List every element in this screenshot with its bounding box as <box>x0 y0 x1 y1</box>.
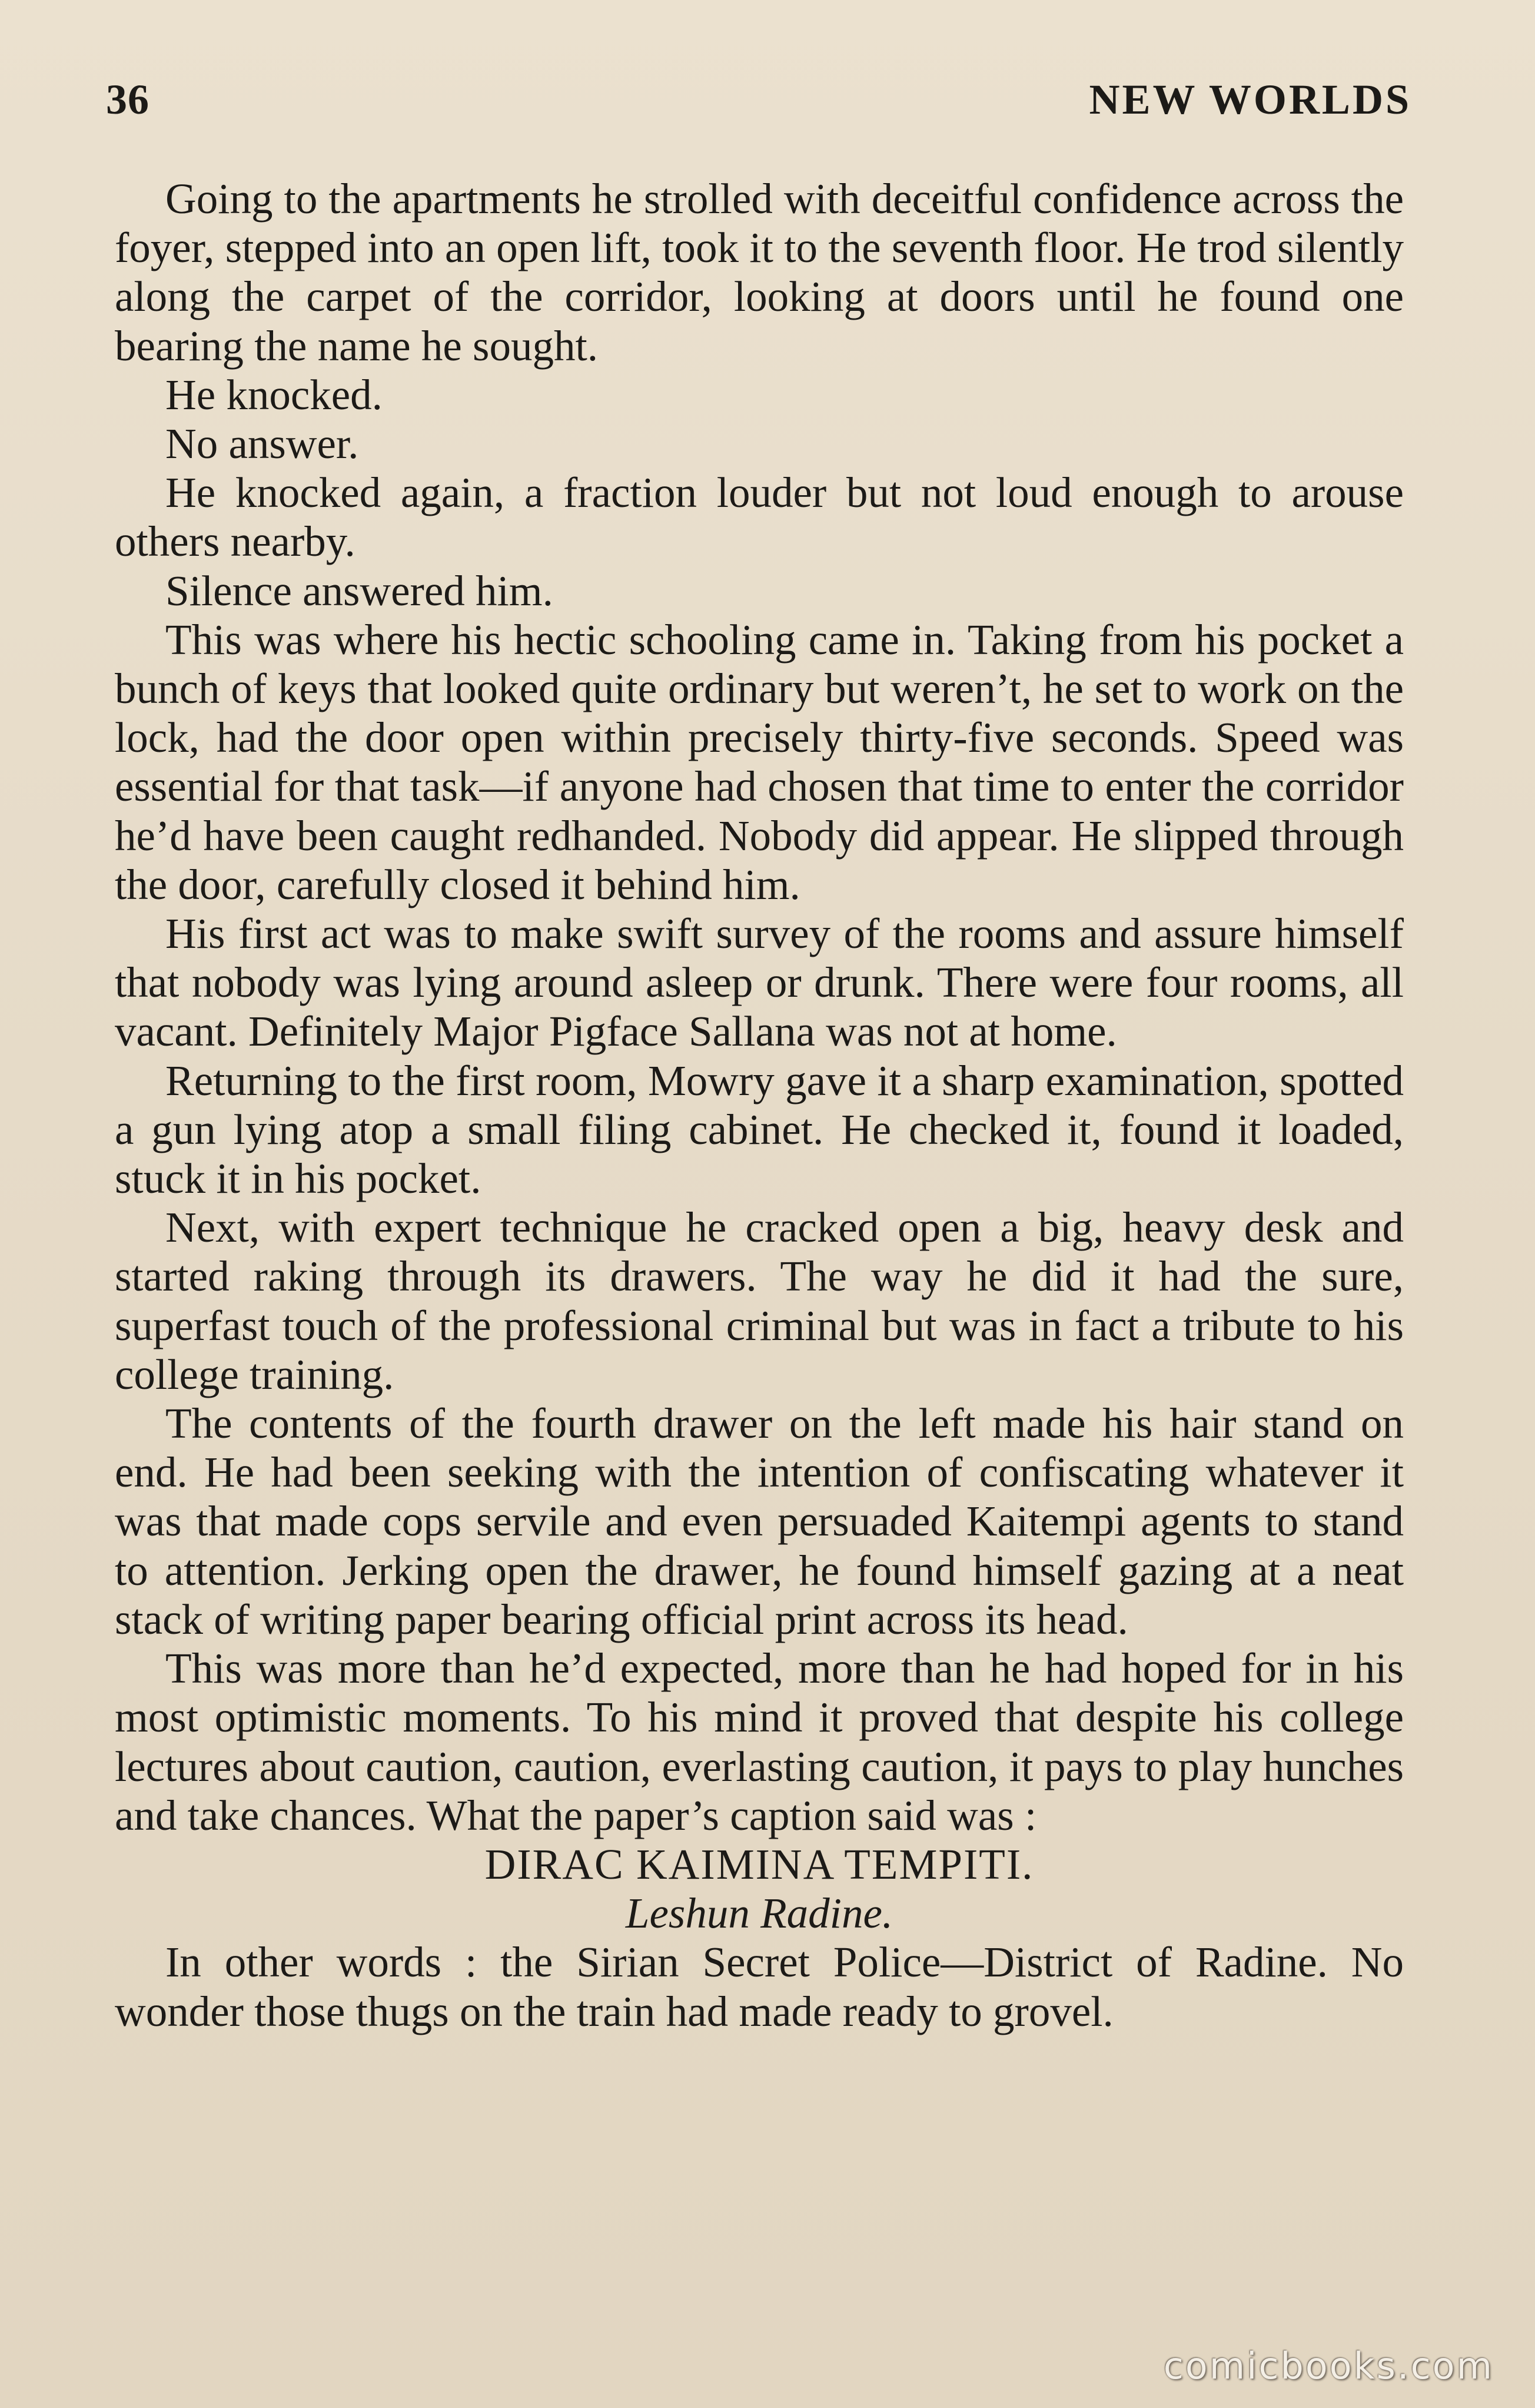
paragraph: No answer. <box>165 420 359 468</box>
letterhead-subcaption: Leshun Radine. <box>625 1889 893 1938</box>
paragraph: This was where his hectic schooling came in. Taking from his pocket a bunch of keys that looked quite ordinary but weren’t, he set to work on the lock, had the door open within precisely thirty-five seconds. Speed was essential for that task—if anyone had chosen that time to enter the corridor he’d have been caught redhanded. Nobody did appear. He slipped through the door, carefully closed it behind him. <box>115 615 1404 908</box>
letterhead-caption: DIRAC KAIMINA TEMPITI. <box>484 1840 1034 1888</box>
paragraph: Silence answered him. <box>165 566 553 615</box>
page-number: 36 <box>106 76 149 123</box>
closing-paragraph: In other words : the Sirian Secret Police—District of Radine. No wonder those thugs on the train had made ready to grovel. <box>115 1938 1404 2035</box>
paragraph: He knocked again, a fraction louder but not loud enough to arouse others nearby. <box>115 469 1404 566</box>
paragraph: His first act was to make swift survey of the rooms and assure himself that nobody was lying around asleep or drunk. There were four rooms, all vacant. Definitely Major Pigface Sallana was not at home. <box>115 910 1404 1056</box>
paragraph: This was more than he’d expected, more than he had hoped for in his most optimistic moments. To his mind it proved that despite his college lectures about caution, caution, everlasting caution, it pays to play hunches and take chances. What the paper’s caption said was : <box>115 1644 1404 1839</box>
page-header <box>106 75 1411 128</box>
paragraph: Next, with expert technique he cracked open a big, heavy desk and started raking through its drawers. The way he did it had the sure, superfast touch of the professional criminal but was in fact a tribute to his college training. <box>115 1203 1404 1398</box>
story-text <box>115 174 1404 2036</box>
watermark: comicbooks.com <box>1163 2344 1494 2387</box>
paragraph: Returning to the first room, Mowry gave it a sharp examination, spotted a gun lying atop a small filing cabinet. He checked it, found it loaded, stuck it in his pocket. <box>115 1056 1404 1203</box>
paragraph: Going to the apartments he strolled with deceitful confidence across the foyer, stepped into an open lift, took it to the seventh floor. He trod silently along the carpet of the corridor, looking at doors until he found one bearing the name he sought. <box>115 175 1404 370</box>
magazine-title: NEW WORLDS <box>1089 76 1411 123</box>
paragraph: The contents of the fourth drawer on the left made his hair stand on end. He had been seeking with the intention of confiscating whatever it was that made cops servile and even persuaded Kaitempi agents to stand to attention. Jerking open the drawer, he found himself gazing at a neat stack of writing paper bearing official print across its head. <box>115 1399 1404 1643</box>
paragraph: He knocked. <box>165 370 383 419</box>
